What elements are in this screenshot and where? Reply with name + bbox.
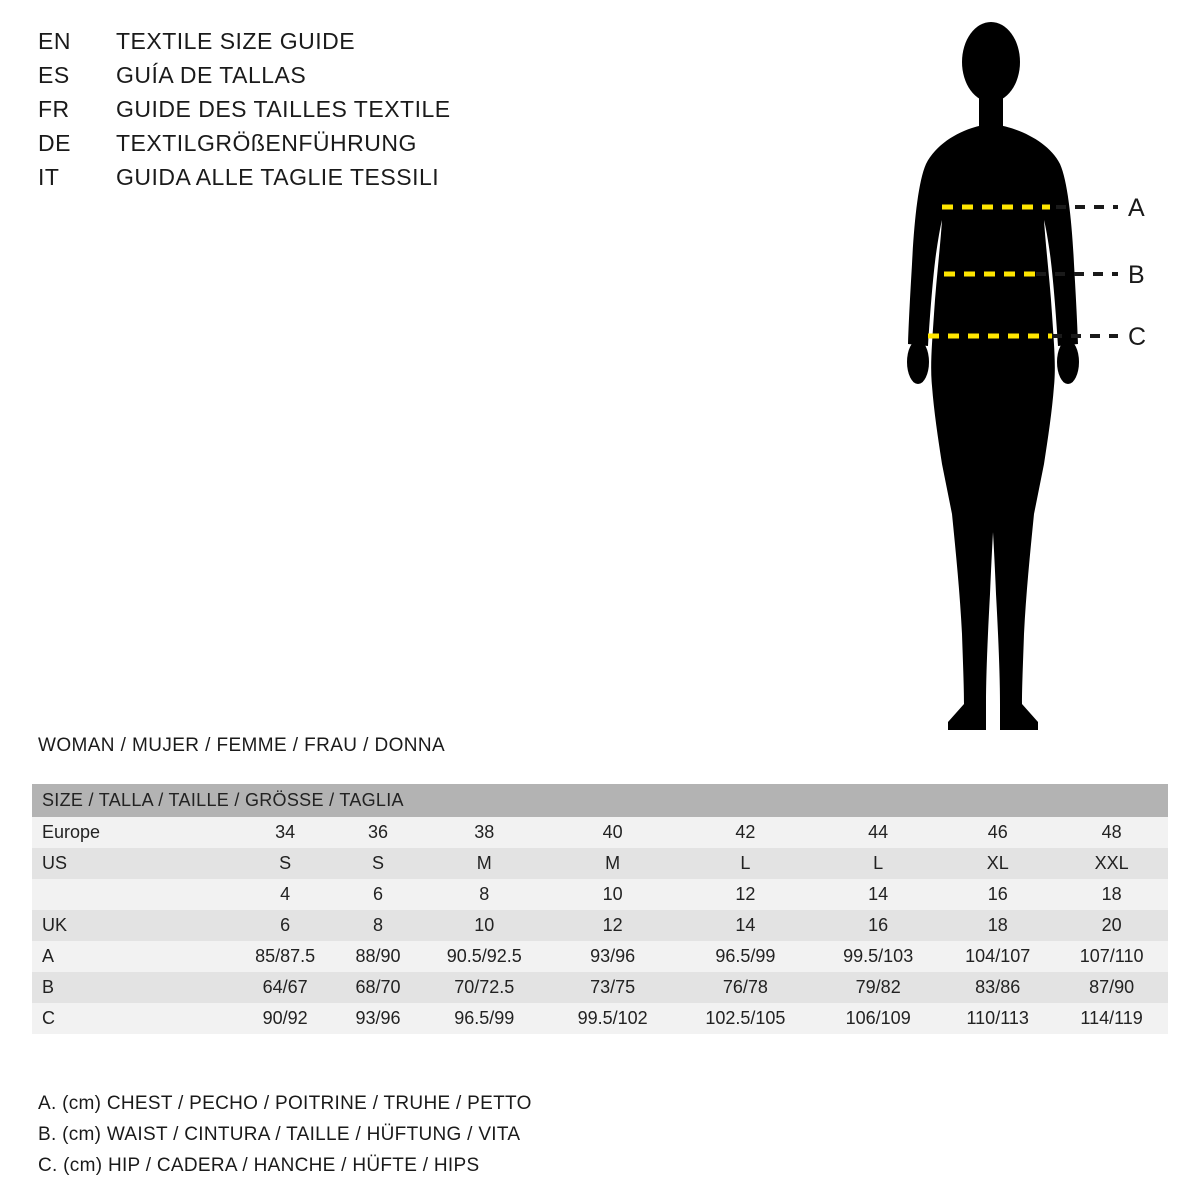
cell: 73/75 (551, 972, 675, 1003)
cell: 12 (675, 879, 817, 910)
cell: 96.5/99 (675, 941, 817, 972)
language-row (38, 130, 598, 164)
cell: 36 (338, 817, 418, 848)
cell: XXL (1055, 848, 1168, 879)
language-title: GUÍA DE TALLAS (116, 62, 307, 88)
cell: 64/67 (232, 972, 338, 1003)
table-row (32, 817, 1168, 848)
cell: 99.5/102 (551, 1003, 675, 1034)
cell: 8 (338, 910, 418, 941)
language-code: ES (38, 62, 70, 88)
cell: 96.5/99 (418, 1003, 551, 1034)
body-figure (860, 14, 1190, 744)
note-waist: B. (cm) WAIST / CINTURA / TAILLE / HÜFTUNG / VITA (38, 1124, 521, 1145)
cell: 10 (551, 879, 675, 910)
cell: 40 (551, 817, 675, 848)
cell: 90/92 (232, 1003, 338, 1034)
table-row (32, 879, 1168, 910)
row-label: A (32, 941, 232, 972)
language-row (38, 28, 598, 62)
cell: 14 (675, 910, 817, 941)
cell: 85/87.5 (232, 941, 338, 972)
cell: XL (940, 848, 1055, 879)
table-row (32, 910, 1168, 941)
cell: 34 (232, 817, 338, 848)
cell: S (338, 848, 418, 879)
cell: 102.5/105 (675, 1003, 817, 1034)
cell: 106/109 (816, 1003, 940, 1034)
language-code: IT (38, 164, 60, 190)
cell: 79/82 (816, 972, 940, 1003)
language-title: TEXTILGRÖßENFÜHRUNG (116, 130, 417, 156)
cell: 18 (940, 910, 1055, 941)
cell: 83/86 (940, 972, 1055, 1003)
female-silhouette-icon (860, 14, 1190, 744)
size-table (32, 784, 1168, 1034)
note-chest: A. (cm) CHEST / PECHO / POITRINE / TRUHE / PETTO (38, 1093, 532, 1114)
cell: 90.5/92.5 (418, 941, 551, 972)
language-title-block (38, 28, 598, 198)
measure-label-a: A (1128, 194, 1145, 222)
row-label: B (32, 972, 232, 1003)
language-code: DE (38, 130, 71, 156)
row-label: US (32, 848, 232, 879)
cell: 44 (816, 817, 940, 848)
cell: S (232, 848, 338, 879)
cell: 18 (1055, 879, 1168, 910)
measurement-notes (38, 1093, 938, 1186)
row-label: Europe (32, 817, 232, 848)
cell: 10 (418, 910, 551, 941)
cell: 93/96 (551, 941, 675, 972)
language-code: FR (38, 96, 70, 122)
table-row (32, 848, 1168, 879)
cell: L (816, 848, 940, 879)
cell: 70/72.5 (418, 972, 551, 1003)
cell: 76/78 (675, 972, 817, 1003)
language-title: TEXTILE SIZE GUIDE (116, 28, 356, 54)
measure-label-c: C (1128, 323, 1147, 351)
language-row (38, 62, 598, 96)
cell: 12 (551, 910, 675, 941)
measure-label-b: B (1128, 261, 1145, 289)
table-row (32, 941, 1168, 972)
cell: 104/107 (940, 941, 1055, 972)
cell: 6 (338, 879, 418, 910)
cell: 14 (816, 879, 940, 910)
cell: 20 (1055, 910, 1168, 941)
cell: 48 (1055, 817, 1168, 848)
table-header-row (32, 784, 1168, 817)
cell: 68/70 (338, 972, 418, 1003)
note-hip: C. (cm) HIP / CADERA / HANCHE / HÜFTE / HIPS (38, 1155, 480, 1176)
row-label: C (32, 1003, 232, 1034)
cell: 38 (418, 817, 551, 848)
cell: 4 (232, 879, 338, 910)
cell: 87/90 (1055, 972, 1168, 1003)
language-row (38, 96, 598, 130)
language-title: GUIDA ALLE TAGLIE TESSILI (116, 164, 440, 190)
cell: 110/113 (940, 1003, 1055, 1034)
table-row (32, 1003, 1168, 1034)
cell: 16 (940, 879, 1055, 910)
section-heading: WOMAN / MUJER / FEMME / FRAU / DONNA (38, 735, 446, 756)
cell: 93/96 (338, 1003, 418, 1034)
cell: M (418, 848, 551, 879)
cell: 99.5/103 (816, 941, 940, 972)
cell: 114/119 (1055, 1003, 1168, 1034)
cell: 42 (675, 817, 817, 848)
cell: M (551, 848, 675, 879)
cell: 8 (418, 879, 551, 910)
table-row (32, 972, 1168, 1003)
row-label: UK (32, 910, 232, 941)
cell: 46 (940, 817, 1055, 848)
cell: L (675, 848, 817, 879)
language-row (38, 164, 598, 198)
cell: 107/110 (1055, 941, 1168, 972)
cell: 88/90 (338, 941, 418, 972)
language-title: GUIDE DES TAILLES TEXTILE (116, 96, 451, 122)
row-label (32, 879, 232, 910)
table-header-label: SIZE / TALLA / TAILLE / GRÖSSE / TAGLIA (32, 784, 1168, 817)
cell: 16 (816, 910, 940, 941)
language-code: EN (38, 28, 71, 54)
cell: 6 (232, 910, 338, 941)
